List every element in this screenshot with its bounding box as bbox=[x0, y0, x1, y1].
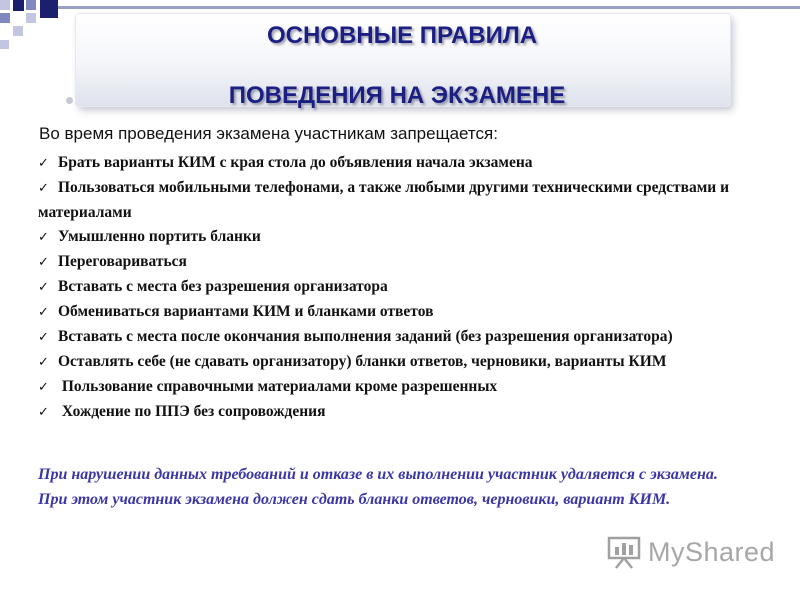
header-rule bbox=[40, 6, 800, 9]
rules-list bbox=[38, 151, 758, 425]
check-icon: ✓ bbox=[38, 380, 49, 395]
page-title-line1: ОСНОВНЫЕ ПРАВИЛА bbox=[266, 22, 538, 49]
deco-square bbox=[0, 0, 10, 10]
intro-text bbox=[39, 124, 498, 144]
rule-text: Вставать с места после окончания выполнения заданий (без разрешения организатора) bbox=[58, 328, 673, 345]
deco-square bbox=[40, 0, 58, 18]
rule-text: Пользоваться мобильными телефонами, а также любыми другими техническими средствами и материалами bbox=[38, 179, 730, 221]
violation-note: При нарушении данных требований и отказе в их выполнении участник удаляется с экзамена. При этом участник экзамена должен сдать бланки ответов, черновики, вариант КИМ. bbox=[38, 466, 718, 508]
check-icon: ✓ bbox=[38, 330, 49, 345]
rule-text: Умышленно портить бланки bbox=[58, 228, 261, 245]
watermark-text: MyShared bbox=[648, 536, 776, 567]
check-icon: ✓ bbox=[38, 230, 49, 245]
list-item bbox=[38, 250, 758, 275]
list-item bbox=[38, 400, 758, 425]
rule-text: Хождение по ППЭ без сопровождения bbox=[58, 403, 326, 420]
check-icon: ✓ bbox=[38, 255, 49, 270]
list-item bbox=[38, 176, 758, 225]
intro-emphasis: запрещается: bbox=[390, 124, 498, 143]
rule-text: Брать варианты КИМ с края стола до объявления начала экзамена bbox=[58, 154, 533, 171]
list-item bbox=[38, 350, 758, 375]
deco-square bbox=[13, 0, 24, 11]
deco-square bbox=[26, 0, 36, 10]
list-item bbox=[38, 300, 758, 325]
rule-text: Вставать с места без разрешения организатора bbox=[58, 278, 388, 295]
list-item bbox=[38, 375, 758, 400]
check-icon: ✓ bbox=[38, 305, 49, 320]
list-item bbox=[38, 325, 758, 350]
intro-lead: Во время проведения экзамена участникам bbox=[39, 124, 391, 143]
watermark-logo bbox=[606, 534, 775, 570]
rule-text: Переговариваться bbox=[58, 253, 187, 270]
check-icon: ✓ bbox=[38, 405, 49, 420]
check-icon: ✓ bbox=[38, 280, 49, 295]
list-item bbox=[38, 151, 758, 176]
list-item bbox=[38, 275, 758, 300]
check-icon: ✓ bbox=[38, 355, 49, 370]
page-title-line2: ПОВЕДЕНИЯ НА ЭКЗАМЕНЕ bbox=[228, 82, 566, 109]
rule-text: Пользование справочными материалами кроме разрешенных bbox=[58, 378, 498, 395]
rule-text: Оставлять себе (не сдавать организатору) бланки ответов, черновики, варианты КИМ bbox=[58, 353, 667, 370]
presentation-board-icon bbox=[606, 534, 642, 570]
rule-text: Обмениваться вариантами КИМ и бланками ответов bbox=[58, 303, 434, 320]
check-icon: ✓ bbox=[38, 156, 49, 171]
check-icon: ✓ bbox=[38, 181, 49, 196]
list-item bbox=[38, 225, 758, 250]
